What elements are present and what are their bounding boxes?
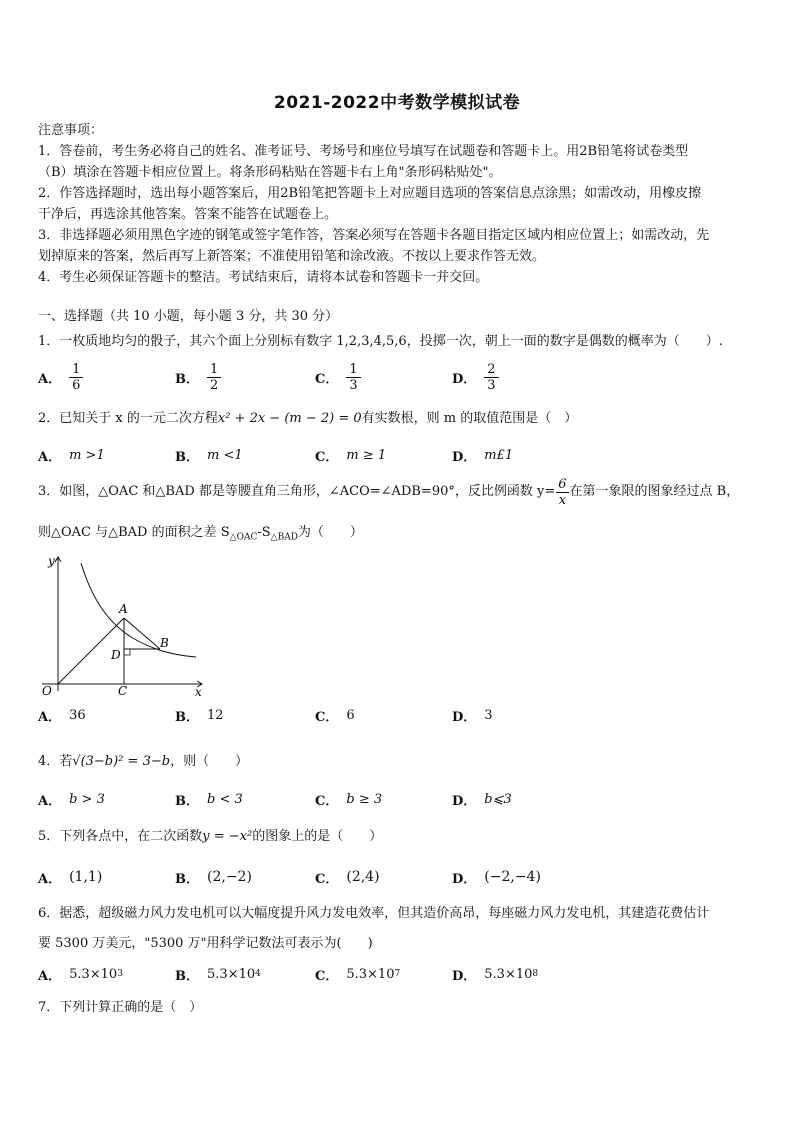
option-c[interactable]	[315, 857, 380, 897]
numerator: 2	[487, 361, 496, 377]
option-label: D．	[452, 871, 477, 887]
option-b[interactable]	[175, 779, 243, 819]
option-value: b ≥ 3	[346, 791, 383, 807]
option-c[interactable]	[315, 954, 400, 994]
numerator: 1	[210, 361, 219, 377]
question-5-suffix: 的图象上的是（ ）	[252, 829, 383, 844]
option-a[interactable]	[38, 435, 105, 475]
option-label: A．	[38, 793, 62, 809]
denominator: 3	[346, 377, 360, 393]
option-value: 6	[346, 707, 355, 723]
question-4-options	[38, 779, 738, 819]
denominator: x	[556, 492, 569, 508]
option-label: D．	[452, 449, 477, 465]
option-a[interactable]	[38, 954, 123, 994]
option-label: C．	[315, 968, 339, 984]
notice-heading: 注意事项：	[38, 123, 104, 138]
option-label: B．	[175, 449, 199, 465]
page-title: 2021-2022中考数学模拟试卷	[273, 93, 521, 113]
option-d[interactable]	[452, 357, 499, 397]
denominator: 2	[207, 377, 221, 393]
label-d: D	[111, 648, 121, 662]
question-2-text	[38, 408, 577, 430]
segment-ab	[124, 618, 160, 649]
fraction	[69, 362, 83, 393]
notice-line: 4．考生必须保证答题卡的整洁。考试结束后，请将本试卷和答题卡一并交回。	[38, 270, 489, 285]
question-3-line2-suffix: 为（ ）	[297, 525, 363, 540]
question-2-prefix: 2．已知关于 x 的一元二次方程	[38, 411, 218, 426]
option-value: 5.3×10	[346, 966, 395, 982]
notice-line: 3．非选择题必须用黑色字迹的钢笔或签字笔作答，答案必须写在答题卡各题目指定区域内相应位置上；如需改动，先	[38, 228, 710, 243]
option-label: A．	[38, 968, 62, 984]
question-3-suffix: 在第一象限的图象经过点 B，	[569, 484, 740, 499]
option-label: D．	[452, 371, 477, 387]
question-3-text	[38, 474, 739, 510]
exponent: 8	[532, 969, 539, 979]
hyperbola-curve	[81, 563, 196, 657]
option-value: b⩽3	[484, 791, 512, 807]
option-c[interactable]	[315, 779, 382, 819]
option-value: m£1	[484, 447, 514, 463]
option-b[interactable]	[175, 954, 261, 994]
option-label: A．	[38, 371, 62, 387]
question-3-text-line2	[38, 522, 363, 549]
option-label: B．	[175, 871, 199, 887]
question-3-figure	[36, 551, 206, 696]
notice-line: 干净后，再选涂其他答案。答案不能答在试题卷上。	[38, 207, 338, 222]
option-value: 5.3×10	[207, 966, 256, 982]
equation: √(3−b)² = 3−b	[72, 754, 171, 769]
option-d[interactable]	[452, 779, 512, 819]
notice-block	[38, 120, 760, 288]
option-a[interactable]	[38, 857, 102, 897]
option-label: B．	[175, 968, 199, 984]
numerator: 6	[558, 476, 567, 492]
question-6-options	[38, 954, 738, 994]
option-value: 5.3×10	[484, 966, 533, 982]
question-3-prefix: 3．如图，△OAC 和△BAD 都是等腰直角三角形，∠ACO=∠ADB=90°，反比例函数 y=	[38, 484, 556, 499]
denominator: 6	[69, 377, 83, 393]
question-1-options	[38, 357, 738, 397]
question-6-line2: 要 5300 万美元，"5300 万"用科学记数法可表示为( )	[38, 936, 373, 951]
option-label: A．	[38, 709, 62, 725]
option-label: C．	[315, 371, 339, 387]
subscript: △BAD	[270, 532, 298, 543]
option-value: m ≥ 1	[346, 447, 387, 463]
option-b[interactable]	[175, 435, 243, 475]
question-3-line2: 则△OAC 与△BAD 的面积之差 S	[38, 525, 230, 540]
option-d[interactable]	[452, 435, 513, 475]
option-c[interactable]	[315, 695, 355, 735]
question-6-line1: 6．据悉，超级磁力风力发电机可以大幅度提升风力发电效率，但其造价高昂，每座磁力风力发电机，其建造花费估计	[38, 906, 710, 921]
option-value: (−2,−4)	[484, 869, 541, 885]
option-value: 5.3×10	[69, 966, 118, 982]
exponent: 3	[117, 969, 123, 979]
label-a: A	[119, 602, 128, 616]
right-angle-mark	[124, 649, 130, 655]
label-x: x	[195, 685, 202, 696]
option-value: 3	[484, 707, 493, 723]
numerator: 1	[72, 361, 81, 377]
exponent: 7	[394, 969, 401, 979]
option-a[interactable]	[38, 779, 105, 819]
option-label: A．	[38, 871, 62, 887]
option-label: C．	[315, 793, 339, 809]
question-2-options	[38, 435, 738, 475]
option-value: b < 3	[207, 791, 243, 807]
option-d[interactable]	[452, 695, 493, 735]
option-d[interactable]	[452, 857, 541, 897]
option-label: B．	[175, 793, 199, 809]
option-value: 36	[69, 707, 86, 723]
section-heading: 一、选择题（共 10 小题，每小题 3 分，共 30 分）	[38, 309, 339, 324]
question-7-text: 7．下列计算正确的是（ ）	[38, 1000, 203, 1015]
option-a[interactable]	[38, 357, 83, 397]
fraction	[346, 362, 360, 393]
equation: y = −x²	[202, 829, 253, 844]
question-5-prefix: 5．下列各点中，在二次函数	[38, 829, 203, 844]
question-3-options	[38, 695, 738, 735]
option-value: b > 3	[69, 791, 105, 807]
option-label: D．	[452, 968, 477, 984]
numerator: 1	[349, 361, 358, 377]
question-4-suffix: ，则（ ）	[170, 754, 249, 769]
option-b[interactable]	[175, 695, 224, 735]
option-c[interactable]	[315, 357, 361, 397]
notice-line: 2．作答选择题时，选出每小题答案后，用2B铅笔把答题卡上对应题目选项的答案信息点涂黑；如需改动，用橡皮擦	[38, 186, 702, 201]
option-label: B．	[175, 371, 199, 387]
option-a[interactable]	[38, 695, 86, 735]
option-label: A．	[38, 449, 62, 465]
option-value: m <1	[207, 447, 243, 463]
fraction	[484, 362, 498, 393]
question-5-text	[38, 826, 382, 848]
option-label: C．	[315, 871, 339, 887]
option-label: C．	[315, 709, 339, 725]
denominator: 3	[484, 377, 498, 393]
question-5-options	[38, 857, 738, 897]
exponent: 4	[255, 969, 261, 979]
equation: x² + 2x − (m − 2) = 0	[217, 411, 362, 426]
option-b[interactable]	[175, 357, 221, 397]
fraction	[555, 477, 569, 508]
option-value: (2,4)	[346, 869, 380, 885]
notice-line: 划掉原来的答案，然后再写上新答案；不准使用铅笔和涂改液。不按以上要求作答无效。	[38, 249, 546, 264]
option-c[interactable]	[315, 435, 386, 475]
notice-line: 1．答卷前，考生务必将自己的姓名、准考证号、考场号和座位号填写在试题卷和答题卡上。用2B铅笔将试卷类型	[38, 144, 689, 159]
question-1-text: 1．一枚质地均匀的骰子，其六个面上分别标有数字 1,2,3,4,5,6，投掷一次，朝上一面的数字是偶数的概率为（ ）.	[38, 334, 723, 349]
option-value: 12	[207, 707, 224, 723]
question-2-suffix: 有实数根，则 m 的取值范围是（ ）	[361, 411, 578, 426]
option-value: (2,−2)	[207, 869, 252, 885]
label-o: O	[42, 684, 52, 696]
option-label: D．	[452, 793, 477, 809]
option-label: D．	[452, 709, 477, 725]
option-value: m >1	[69, 447, 105, 463]
option-d[interactable]	[452, 954, 538, 994]
minus-s: -S	[257, 525, 271, 540]
notice-line: （B）填涂在答题卡相应位置上。将条形码粘贴在答题卡右上角"条形码粘贴处"。	[38, 165, 502, 180]
label-y: y	[48, 554, 55, 568]
option-label: B．	[175, 709, 199, 725]
subscript: △OAC	[229, 532, 258, 543]
fraction	[207, 362, 221, 393]
option-b[interactable]	[175, 857, 252, 897]
option-label: C．	[315, 449, 339, 465]
label-c: C	[118, 684, 128, 696]
label-b: B	[160, 636, 169, 650]
question-4-text	[38, 751, 248, 773]
option-value: (1,1)	[69, 869, 103, 885]
question-4-prefix: 4．若	[38, 754, 73, 769]
